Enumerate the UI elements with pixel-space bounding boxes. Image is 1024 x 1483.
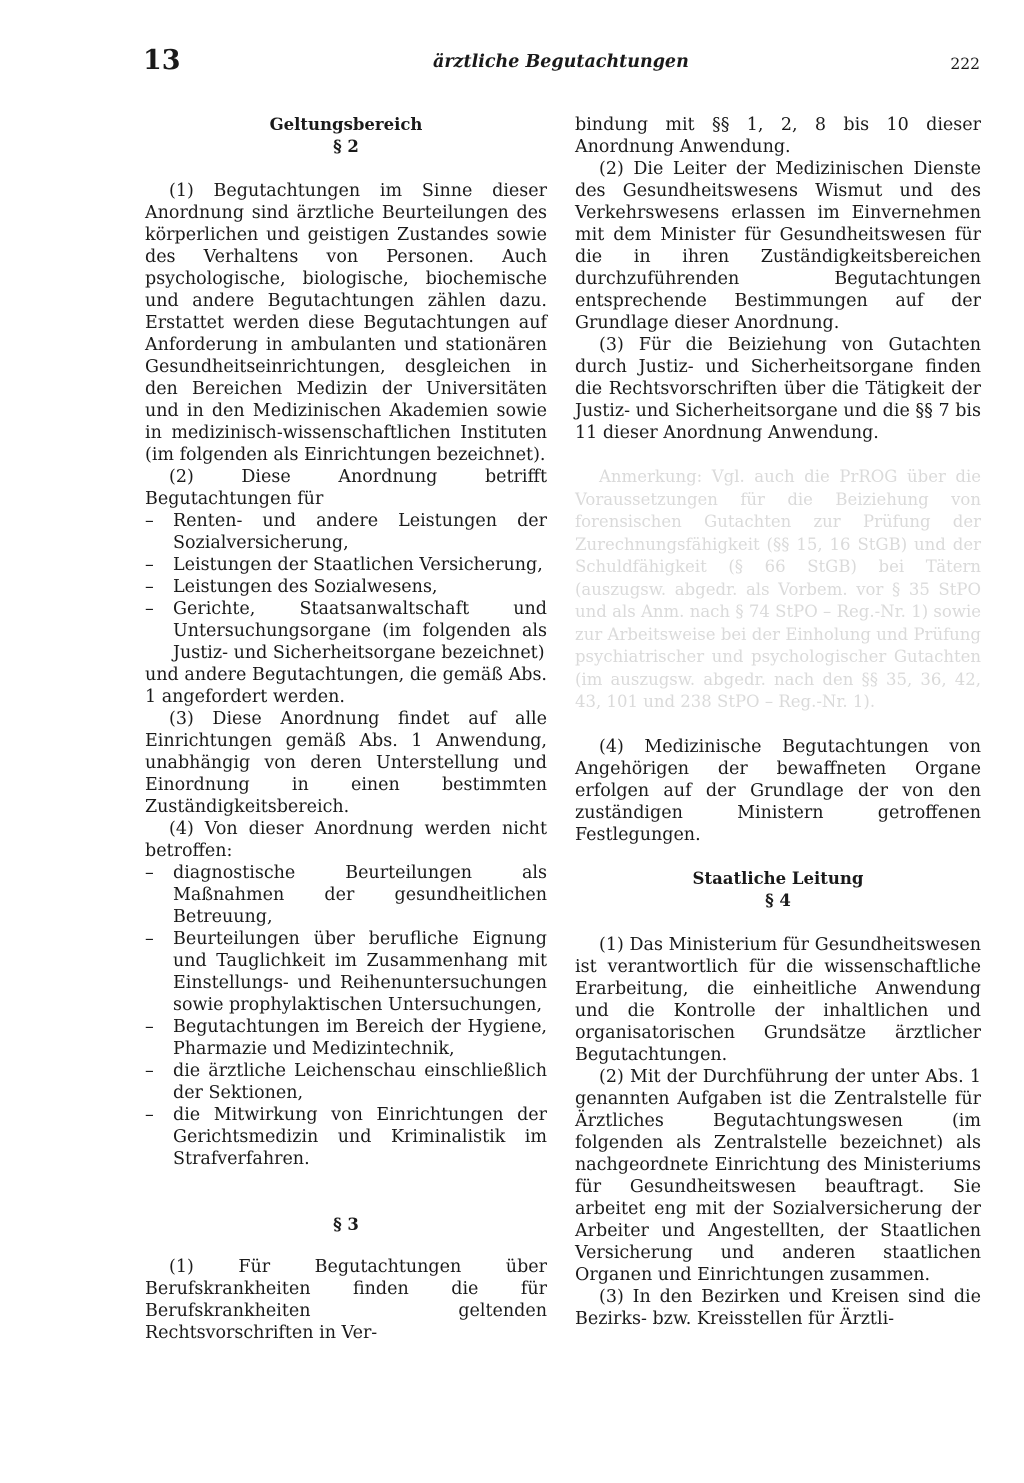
paragraph-3-2: (2) Die Leiter der Medizinischen Dienste des Gesundheitswesens Wismut und des Verkehrswesens erlassen im Einvernehmen mit dem Minister für Gesundheitswesen für die in ihren Zuständigkeitsbereichen durchzuführenden Begutachtungen entsprechende Bestimmungen auf der Grundlage dieser Anordnung. (575, 159, 981, 333)
paragraph-2-4: (4) Von dieser Anordnung werden nicht betroffen: (145, 819, 547, 861)
chapter-number: 13 (143, 45, 181, 76)
section-number-4: § 4 (765, 890, 791, 910)
paragraph-4-1: (1) Das Ministerium für Gesundheitswesen ist verantwortlich für die wissenschaftliche Erarbeitung, die einheitliche Anwendung und die Kontrolle der inhaltlichen und organisatorischen Grundsätze ärztlicher Begutachtungen. (575, 934, 981, 1065)
paragraph-3-1-continued: bindung mit §§ 1, 2, 8 bis 10 dieser Anordnung Anwendung. (575, 115, 981, 157)
list-begutachtungen (145, 510, 547, 664)
list-item: – Begutachtungen im Bereich der Hygiene, Pharmazie und Medizintechnik, (145, 1017, 547, 1059)
paragraph-3-3: (3) Für die Beiziehung von Gutachten durch Justiz- und Sicherheitsorgane finden die Rechtsvorschriften über die Tätigkeit der Justiz- und Sicherheitsorgane und die §§ 7 bis 11 dieser Anordnung Anwendung. (575, 335, 981, 443)
left-column (145, 114, 547, 1344)
list-item: – diagnostische Beurteilungen als Maßnahmen der gesundheitlichen Betreuung, (145, 863, 547, 927)
paragraph-4-3: (3) In den Bezirken und Kreisen sind die Bezirks- bzw. Kreisstellen für Ärztli- (575, 1286, 981, 1329)
list-item: – Leistungen des Sozialwesens, (145, 577, 438, 597)
list-item: – Gerichte, Staatsanwaltschaft und Untersuchungsorgane (im folgenden als Justiz- und Sicherheitsorgane bezeichnet) (145, 599, 547, 663)
list-item: – Renten- und andere Leistungen der Sozialversicherung, (145, 511, 547, 553)
list-item: – die ärztliche Leichenschau einschließlich der Sektionen, (145, 1061, 547, 1103)
paragraph-2-1: (1) Begutachtungen im Sinne dieser Anordnung sind ärztliche Beurteilungen des körperlichen und geistigen Zustandes sowie des Verhaltens von Personen. Auch psychologische, biologische, biochemische und andere Begutachtungen zählen dazu. Erstattet werden diese Begutachtungen auf Anforderung in ambulanten und stationären Gesundheitseinrichtungen, desgleichen in den Bereichen Medizin der Universitäten und in den Medizinischen Akademien sowie in medizinisch-wissenschaftlichen Instituten (im folgenden als Einrichtungen bezeichnet). (145, 181, 547, 465)
section-number-2: § 2 (333, 137, 359, 156)
list-nicht-betroffen (145, 862, 547, 1170)
paragraph-2-2: (2) Diese Anordnung betrifft Begutachtungen für (145, 467, 547, 509)
list-item: – die Mitwirkung von Einrichtungen der Gerichtsmedizin und Kriminalistik im Strafverfahren. (145, 1105, 547, 1169)
page-header (143, 46, 980, 82)
list-item: – Leistungen der Staatlichen Versicherung, (145, 555, 543, 575)
section-number-3: § 3 (333, 1215, 359, 1234)
running-title: ärztliche Begutachtungen (433, 52, 689, 72)
paragraph-2-3: (3) Diese Anordnung findet auf alle Einrichtungen gemäß Abs. 1 Anwendung, unabhängig von deren Unterstellung und Einordnung in einen bestimmten Zuständigkeitsbereich. (145, 709, 547, 817)
section-heading-geltungsbereich: Geltungsbereich (269, 115, 423, 134)
paragraph-2-2-continued: und andere Begutachtungen, die gemäß Abs. 1 angefordert werden. (145, 665, 547, 707)
section-heading-staatliche-leitung: Staatliche Leitung (692, 868, 864, 888)
right-column (575, 114, 981, 1330)
page-number: 222 (950, 55, 980, 73)
paragraph-3-4: (4) Medizinische Begutachtungen von Angehörigen der bewaffneten Organe erfolgen auf der Grundlage der von den zuständigen Ministern getroffenen Festlegungen. (575, 736, 981, 845)
paragraph-3-1: (1) Für Begutachtungen über Berufskrankheiten finden die für Berufskrankheiten geltenden Rechtsvorschriften in Ver- (145, 1257, 547, 1343)
faded-annotation: Anmerkung: Vgl. auch die PrROG über die Voraussetzungen für die Beiziehung von forensischen Gutachten zur Prüfung der Zurechnungsfähigkeit (§§ 15, 16 StGB) und der Schuldfähigkeit (§ 66 StGB) bei Tätern (auszugsw. abgedr. als Vorbem. vor § 35 StPO und als Anm. nach § 74 StPO – Reg.-Nr. 1) sowie zur Arbeitsweise bei der Einholung und Prüfung psychiatrischer und psychologischer Gutachten (im auszugsw. abgedr. nach den §§ 35, 36, 42, 43, 101 und 238 StPO – Reg.-Nr. 1). (575, 467, 981, 711)
paragraph-4-2: (2) Mit der Durchführung der unter Abs. 1 genannten Aufgaben ist die Zentralstelle für Ärztliches Begutachtungswesen (im folgenden als Zentralstelle bezeichnet) als nachgeordnete Einrichtung des Ministeriums für Gesundheitswesen beauftragt. Sie arbeitet eng mit der Sozialversicherung der Arbeiter und Angestellten, der Staatlichen Versicherung und anderen staatlichen Organen und Einrichtungen zusammen. (575, 1066, 981, 1285)
list-item: – Beurteilungen über berufliche Eignung und Tauglichkeit im Zusammenhang mit Einstellungs- und Reihenuntersuchungen sowie prophylaktischen Untersuchungen, (145, 929, 547, 1015)
